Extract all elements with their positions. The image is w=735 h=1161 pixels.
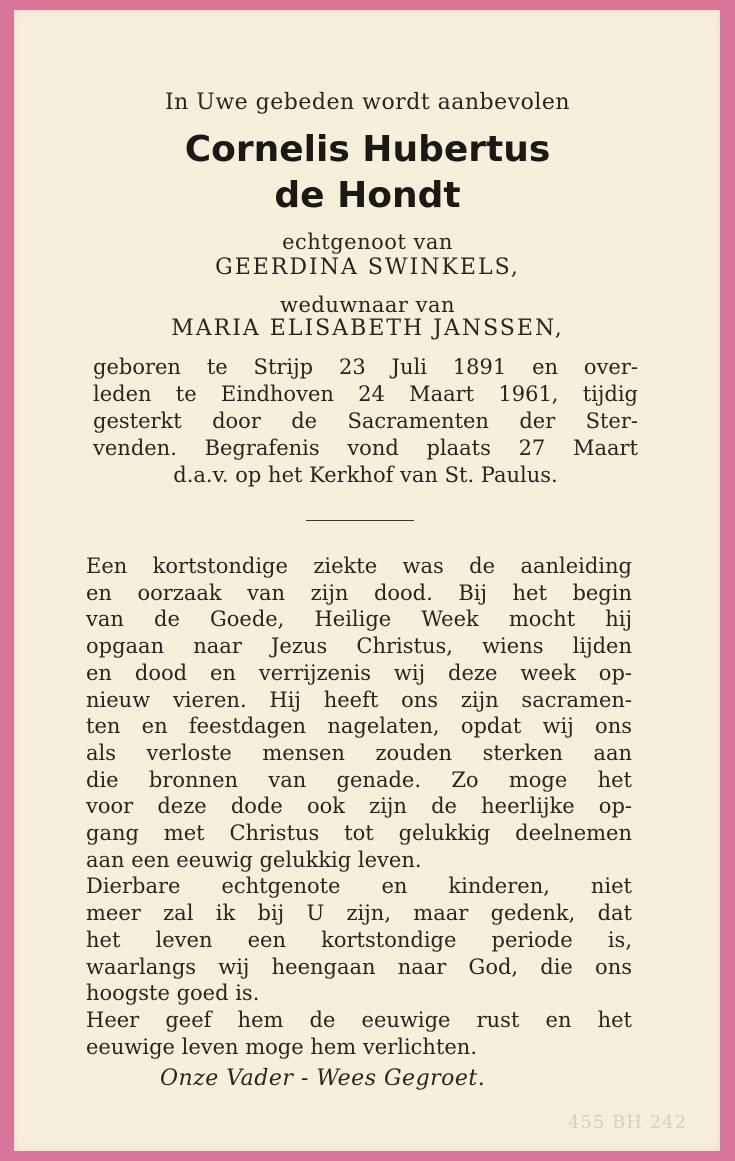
biography-line: leden te Eindhoven 24 Maart 1961, tijdig bbox=[93, 382, 638, 406]
first-wife-name: MARIA ELISABETH JANSSEN, bbox=[171, 316, 564, 341]
divider-rule bbox=[306, 520, 414, 521]
spouse-label: echtgenoot van bbox=[282, 230, 453, 254]
meditation-line: meer zal ik bij U zijn, maar gedenk, dat bbox=[86, 901, 632, 926]
meditation-line: die bronnen van genade. Zo moge het bbox=[86, 767, 632, 792]
biography-line: d.a.v. op het Kerkhof van St. Paulus. bbox=[173, 463, 558, 487]
meditation-paragraph bbox=[86, 553, 632, 1060]
deceased-name-line1: Cornelis Hubertus bbox=[184, 129, 551, 170]
meditation-line: en dood en verrijzenis wij deze week op- bbox=[86, 660, 632, 685]
closing-prayer: Onze Vader - Wees Gegroet. bbox=[160, 1066, 486, 1091]
meditation-line: waarlangs wij heengaan naar God, die ons bbox=[86, 954, 632, 979]
biography-paragraph bbox=[93, 354, 638, 489]
meditation-line: nieuw vieren. Hij heeft ons zijn sacramen- bbox=[86, 687, 632, 712]
meditation-line: voor deze dode ook zijn de heerlijke op- bbox=[86, 794, 632, 819]
meditation-line: Een kortstondige ziekte was de aanleiding bbox=[86, 554, 632, 578]
meditation-line: hoogste goed is. bbox=[86, 981, 260, 1006]
meditation-line: ten en feestdagen nagelaten, opdat wij ons bbox=[86, 714, 632, 739]
faint-stamp: 455 BH 242 bbox=[568, 1112, 688, 1133]
meditation-line: opgaan naar Jezus Christus, wiens lijden bbox=[86, 634, 632, 659]
biography-line: venden. Begrafenis vond plaats 27 Maart bbox=[93, 436, 638, 460]
meditation-line: Dierbare echtgenote en kinderen, niet bbox=[86, 874, 632, 899]
widower-label: weduwnaar van bbox=[279, 293, 456, 317]
meditation-line: aan een eeuwig gelukkig leven. bbox=[86, 847, 422, 872]
meditation-line: als verloste mensen zouden sterken aan bbox=[86, 740, 632, 765]
meditation-line: Heer geef hem de eeuwige rust en het bbox=[86, 1007, 632, 1032]
spouse-name: GEERDINA SWINKELS, bbox=[215, 255, 520, 280]
biography-line: geboren te Strijp 23 Juli 1891 en over- bbox=[93, 355, 638, 379]
meditation-line: het leven een kortstondige periode is, bbox=[86, 927, 632, 952]
meditation-line: eeuwige leven moge hem verlichten. bbox=[86, 1034, 478, 1059]
deceased-name-line2: de Hondt bbox=[274, 175, 461, 216]
meditation-line: van de Goede, Heilige Week mocht hij bbox=[86, 607, 632, 632]
meditation-line: en oorzaak van zijn dood. Bij het begin bbox=[86, 580, 632, 605]
biography-line: gesterkt door de Sacramenten der Ster- bbox=[93, 409, 638, 433]
meditation-line: gang met Christus tot gelukkig deelnemen bbox=[86, 821, 632, 846]
intro-line: In Uwe gebeden wordt aanbevolen bbox=[164, 90, 571, 115]
